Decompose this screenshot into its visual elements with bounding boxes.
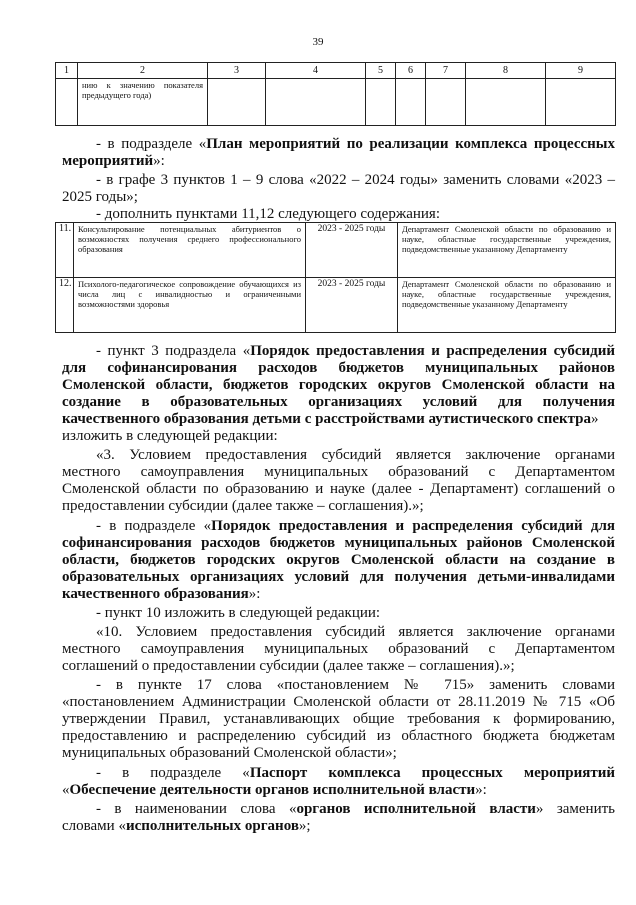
paragraph-line: - пункт 3 подраздела «Порядок предоставления и распределения субсидий xyxy=(96,343,616,359)
table-cell xyxy=(466,79,546,126)
paragraph-line: - дополнить пунктами 11,12 следующего содержания: xyxy=(96,206,440,222)
paragraph-line: утверждении Правил, устанавливающих общие требования к формированию, xyxy=(62,711,615,727)
table-cell xyxy=(266,79,366,126)
paragraph-line: предоставлении субсидии (далее также – соглашения).»; xyxy=(62,498,424,514)
paragraph-line: изложить в следующей редакции: xyxy=(62,428,278,444)
page-number: 39 xyxy=(312,36,324,48)
paragraph-line: местного самоуправления муниципальных образований с Департаментом xyxy=(62,464,615,480)
column-number: 9 xyxy=(546,63,616,79)
paragraph-line: области, бюджетов городских округов Смоленской области на создание в xyxy=(62,552,615,568)
table-cell xyxy=(426,79,466,126)
column-number: 8 xyxy=(466,63,546,79)
table-cell: нию к значению показателя предыдущего года) xyxy=(78,79,208,126)
column-number: 7 xyxy=(426,63,466,79)
activity-years: 2023 - 2025 годы xyxy=(306,223,398,278)
column-number: 1 xyxy=(56,63,78,79)
column-number: 2 xyxy=(78,63,208,79)
paragraph-line: - пункт 10 изложить в следующей редакции: xyxy=(96,605,381,621)
table-cell xyxy=(366,79,396,126)
table-cell xyxy=(546,79,616,126)
paragraph-line: Смоленской области, бюджетов городских округов Смоленской области на xyxy=(62,377,615,393)
paragraph-line: создание в образовательных организациях условий для получения xyxy=(62,394,615,410)
paragraph-line: словами «исполнительных органов»; xyxy=(62,818,311,834)
paragraph-line: - в графе 3 пунктов 1 – 9 слова «2022 – 2024 годы» заменить словами «2023 – xyxy=(96,172,615,188)
paragraph-line: качественного образования»: xyxy=(62,586,261,602)
continued-table xyxy=(55,62,616,126)
paragraph-line: 2025 годы»; xyxy=(62,189,138,205)
paragraph-line: «10. Условием предоставления субсидий является заключение органами xyxy=(96,624,615,640)
table-cell xyxy=(56,79,78,126)
table-header-row xyxy=(56,63,616,79)
paragraph-line: качественного образования детьми с расстройствами аутистического спектра» xyxy=(62,411,599,427)
paragraph-line: для софинансирования расходов бюджетов муниципальных районов xyxy=(62,360,615,376)
table-cell xyxy=(396,79,426,126)
paragraph-line: - в подразделе «Паспорт комплекса процессных мероприятий xyxy=(96,765,615,781)
table-cell xyxy=(208,79,266,126)
activity-years: 2023 - 2025 годы xyxy=(306,278,398,333)
activity-name: Психолого-педагогическое сопровождение обучающихся из числа лиц с инвалидностью и ограниченными возможностями здоровья xyxy=(74,278,306,333)
item-number: 11. xyxy=(56,223,74,278)
paragraph-line: «3. Условием предоставления субсидий является заключение органами xyxy=(96,447,615,463)
paragraph-line: местного самоуправления муниципальных образований с Департаментом xyxy=(62,641,615,657)
activity-executor: Департамент Смоленской области по образованию и науке, областные государственные учреждения, подведомственные указанному Департаменту xyxy=(398,223,616,278)
activity-executor: Департамент Смоленской области по образованию и науке, областные государственные учреждения, подведомственные указанному Департаменту xyxy=(398,278,616,333)
paragraph-line: предоставлению и распределению субсидий из областного бюджета бюджетам xyxy=(62,728,615,744)
column-number: 3 xyxy=(208,63,266,79)
item-number: 12. xyxy=(56,278,74,333)
column-number: 4 xyxy=(266,63,366,79)
paragraph-line: мероприятий»: xyxy=(62,153,165,169)
activity-name: Консультирование потенциальных абитуриентов о возможностях получения среднего профессионального образования xyxy=(74,223,306,278)
table-row xyxy=(56,223,616,278)
added-items-table xyxy=(55,222,616,333)
paragraph-line: Смоленской области по образованию и науке (далее - Департамент) соглашений о xyxy=(62,481,615,497)
paragraph-line: «постановлением Администрации Смоленской области от 28.11.2019 № 715 «Об xyxy=(62,694,615,710)
table-row xyxy=(56,79,616,126)
paragraph-line: образовательных организациях условий для получения детьми-инвалидами xyxy=(62,569,615,585)
table-row xyxy=(56,278,616,333)
paragraph-line: «Обеспечение деятельности органов исполнительной власти»: xyxy=(62,782,487,798)
paragraph-line: муниципальных образований Смоленской области»; xyxy=(62,745,397,761)
paragraph-line: софинансирования расходов бюджетов муниципальных районов Смоленской xyxy=(62,535,615,551)
paragraph-line: - в подразделе «План мероприятий по реализации комплекса процессных xyxy=(96,136,615,152)
column-number: 5 xyxy=(366,63,396,79)
paragraph-line: - в наименовании слова «органов исполнительной власти» заменить xyxy=(96,801,616,817)
paragraph-line: соглашений о предоставлении субсидии (далее также – соглашения).»; xyxy=(62,658,515,674)
paragraph-line: - в пункте 17 слова «постановлением № 715» заменить словами xyxy=(96,677,615,693)
paragraph-line: - в подразделе «Порядок предоставления и распределения субсидий для xyxy=(96,518,615,534)
column-number: 6 xyxy=(396,63,426,79)
